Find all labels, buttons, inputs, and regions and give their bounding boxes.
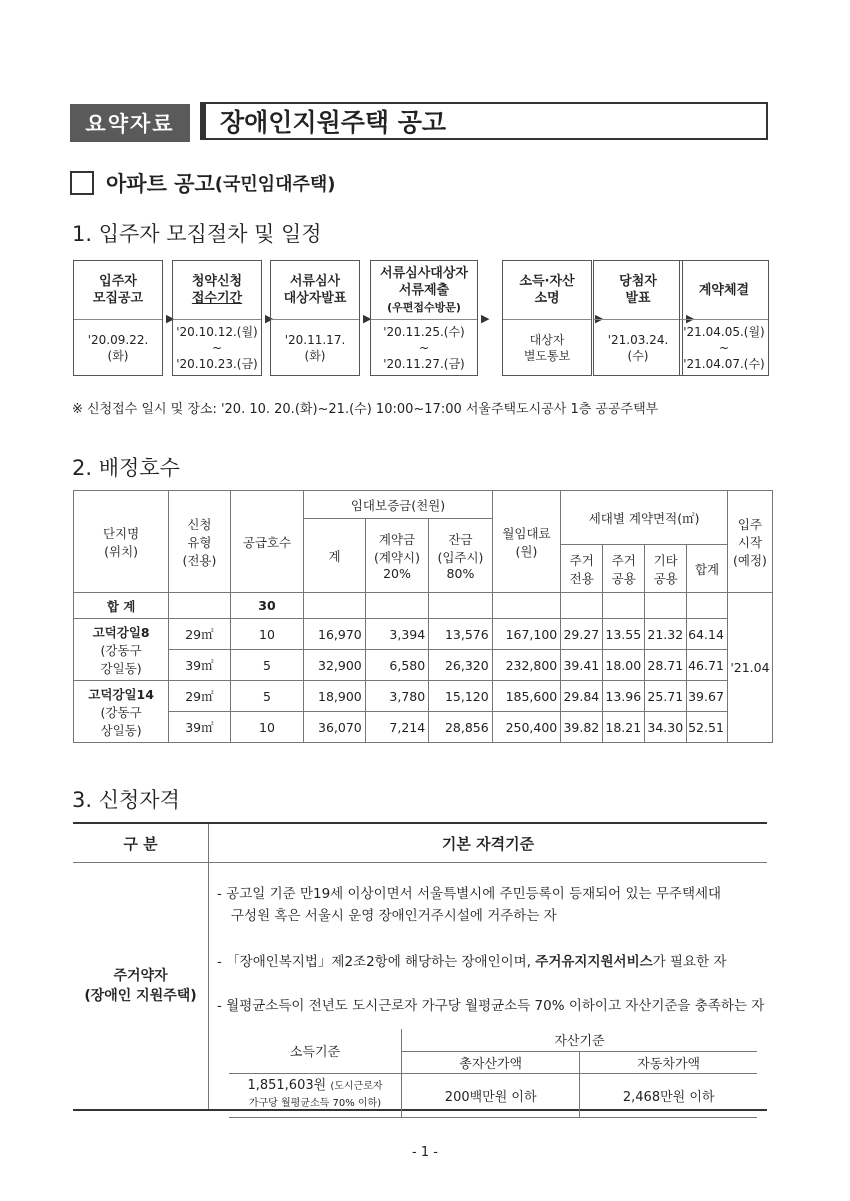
- checkbox-icon: [70, 171, 94, 195]
- eligibility-table: [73, 822, 767, 1111]
- criterion-3: - 월평균소득이 전년도 도시근로자 가구당 월평균소득 70% 이하이고 자산기준을 충족하는 자: [217, 998, 765, 1014]
- arrow-right-icon: ▶: [595, 312, 604, 325]
- page-number: - 1 -: [412, 1145, 438, 1160]
- complex-cell: 고덕강일14 (강동구 상일동): [74, 681, 169, 743]
- table-row: 고덕강일8 (강동구 강일동) 29㎡ 10 16,970 3,394 13,576 167,100 29.27 13.55 21.32 64.14: [74, 619, 773, 650]
- move-date: '21.04: [727, 593, 772, 743]
- header-sum: 합계: [687, 545, 728, 593]
- apartment-heading: [70, 168, 336, 198]
- arrow-right-icon: ▶: [166, 312, 175, 325]
- header-exclusive: 주거 전용: [561, 545, 603, 593]
- application-note: ※ 신청접수 일시 및 장소: '20. 10. 20.(화)~21.(수) 10:00~17:00 서울주택도시공사 1층 공공주택부: [72, 402, 659, 417]
- header-move: 입주 시작 (예정): [727, 491, 772, 593]
- arrow-right-icon: ▶: [363, 312, 372, 325]
- header-rent: 월임대료 (원): [492, 491, 561, 593]
- elig-header-category: 구 분: [73, 824, 209, 862]
- header-complex: 단지명 (위치): [74, 491, 169, 593]
- section1-title: 1. 입주자 모집절차 및 일정: [72, 222, 322, 246]
- process-step: 입주자 모집공고 '20.09.22. (화): [73, 260, 163, 376]
- process-step: 소득·자산 소명 대상자 별도통보: [502, 260, 592, 376]
- total-supply: 30: [230, 593, 304, 619]
- arrow-right-icon: ▶: [265, 312, 274, 325]
- criterion-2: - 「장애인복지법」제2조2항에 해당하는 장애인이며, 주거유지지원서비스가 필요한 자: [217, 954, 727, 970]
- table-row: 39㎡ 10 36,070 7,214 28,856 250,400 39.82 18.21 34.30 52.51: [74, 712, 773, 743]
- process-step: 당첨자 발표 '21.03.24. (수): [593, 260, 683, 376]
- process-step: 서류심사대상자 서류제출 (우편접수방문) '20.11.25.(수) ~ '20.11.27.(금): [370, 260, 478, 376]
- elig-header-criteria: 기본 자격기준: [441, 834, 535, 853]
- arrow-right-icon: ▶: [686, 312, 695, 325]
- section2-title: 2. 배정호수: [72, 456, 180, 480]
- asset-criteria-table: 소득기준 자산기준 총자산가액 자동차가액 1,851,603원 (도시근로자 가구당 월평균소득 70% 이하) 200백만원 이하 2,468만원 이하: [229, 1029, 757, 1118]
- apartment-paren: (국민임대주택): [214, 174, 336, 195]
- section3-title: 3. 신청자격: [72, 788, 180, 812]
- process-step: 서류심사 대상자발표 '20.11.17. (화): [270, 260, 360, 376]
- arrow-right-icon: ▶: [481, 312, 490, 325]
- total-label: 합 계: [74, 593, 169, 619]
- process-step: 계약체결 '21.04.05.(월) ~ '21.04.07.(수): [679, 260, 769, 376]
- header-supply: 공급호수: [230, 491, 304, 593]
- table-row: 39㎡ 5 32,900 6,580 26,320 232,800 39.41 18.00 28.71 46.71: [74, 650, 773, 681]
- process-step: 청약신청 접수기간 '20.10.12.(월) ~ '20.10.23.(금): [172, 260, 262, 376]
- complex-cell: 고덕강일8 (강동구 강일동): [74, 619, 169, 681]
- header-area: 세대별 계약면적(㎡): [561, 491, 728, 545]
- header-common: 주거 공용: [603, 545, 645, 593]
- header-etc: 기타 공용: [645, 545, 687, 593]
- header-total: 계: [304, 519, 365, 593]
- header-deposit: 임대보증금(천원): [304, 491, 492, 519]
- elig-criteria: [209, 863, 767, 1109]
- table-row: 고덕강일14 (강동구 상일동) 29㎡ 5 18,900 3,780 15,120 185,600 29.84 13.96 25.71 39.67: [74, 681, 773, 712]
- elig-category: 주거약자 (장애인 지원주택): [73, 863, 209, 1109]
- header-balance: 잔금 (입주시) 80%: [429, 519, 492, 593]
- criterion-1: - 공고일 기준 만19세 이상이면서 서울특별시에 주민등록이 등재되어 있는 무주택세대 구성원 혹은 서울시 운영 장애인거주시설에 거주하는 자: [217, 886, 722, 924]
- allocation-table: [73, 490, 773, 743]
- header-down: 계약금 (계약시) 20%: [365, 519, 428, 593]
- summary-label: 요약자료: [70, 104, 190, 142]
- total-row: [74, 593, 773, 619]
- apartment-title: 아파트 공고: [106, 172, 215, 196]
- page-title: 장애인지원주택 공고: [200, 102, 768, 140]
- header-type: 신청 유형 (전용): [169, 491, 230, 593]
